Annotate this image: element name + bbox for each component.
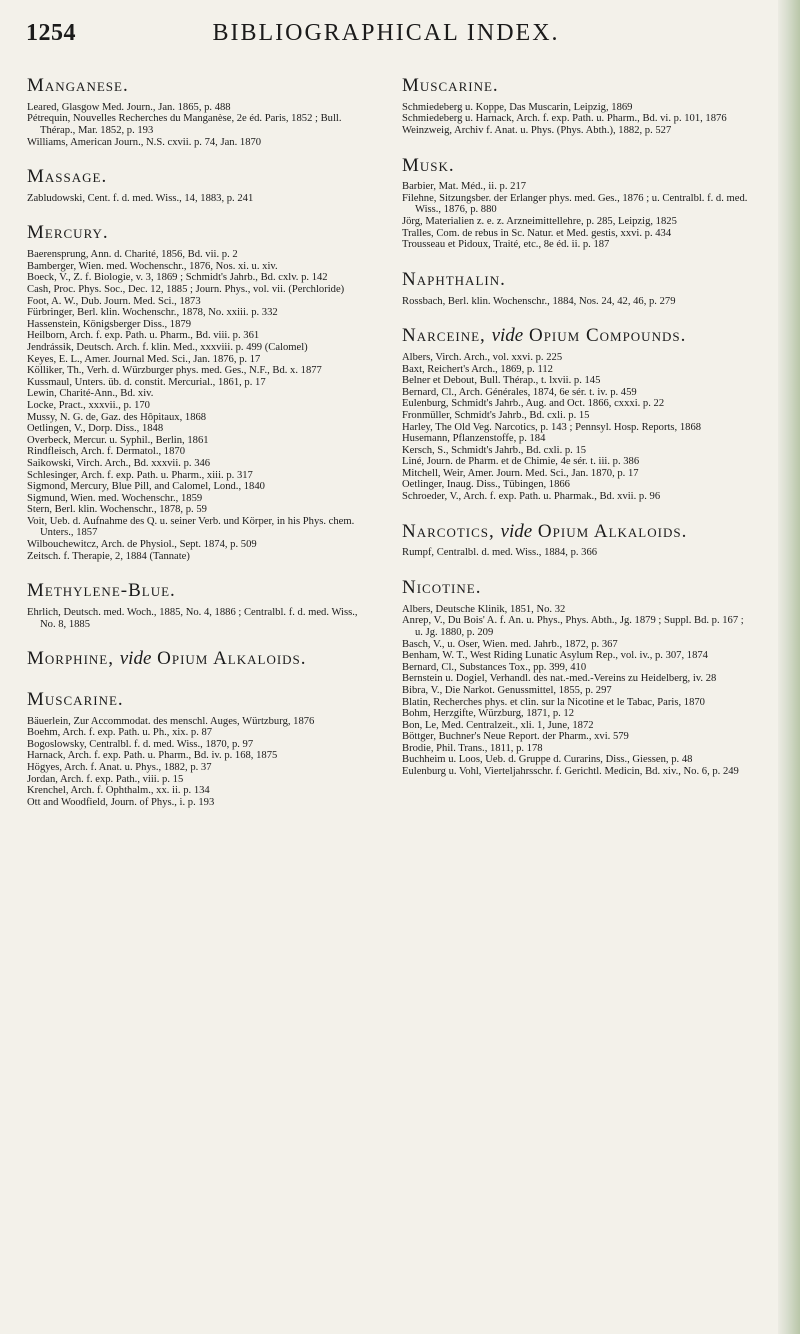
index-section (27, 647, 375, 671)
index-entry: Schmiedeberg u. Koppe, Das Muscarin, Leipzig, 1869 (402, 101, 633, 113)
index-section (402, 324, 750, 502)
index-entry: Buchheim u. Loos, Ueb. d. Gruppe d. Curarins, Diss., Giessen, p. 48 (402, 754, 693, 766)
index-entry: Cash, Proc. Phys. Soc., Dec. 12, 1885 ; Journ. Phys., vol. vii. (Perchloride) (27, 284, 345, 295)
index-entry: Barbier, Mat. Méd., ii. p. 217 (402, 181, 527, 193)
section-heading (27, 165, 375, 189)
index-entry: Hassenstein, Königsberger Diss., 1879 (27, 318, 191, 330)
index-entry: Belner et Debout, Bull. Thérap., t. lxvii. p. 145 (402, 375, 601, 387)
index-entry: Albers, Deutsche Klinik, 1851, No. 32 (402, 603, 566, 615)
index-entry: Mussy, N. G. de, Gaz. des Hôpitaux, 1868 (27, 411, 207, 423)
heading-text: Musk. (402, 154, 455, 176)
index-entry: Pétrequin, Nouvelles Recherches du Manganèse, 2e éd. Paris, 1852 ; Bull. Thérap., Mar. 1852, p. 193 (27, 113, 342, 136)
index-entry: Eulenburg u. Vohl, Vierteljahrsschr. f. Gerichtl. Medicin, Bd. xiv., No. 6, p. 249 (402, 766, 739, 778)
index-entry: Trousseau et Pidoux, Traité, etc., 8e éd. ii. p. 187 (402, 239, 610, 251)
index-entry: Bamberger, Wien. med. Wochenschr., 1876, Nos. xi. u. xiv. (27, 260, 278, 272)
index-entry: Kölliker, Th., Verh. d. Würzburger phys. med. Ges., N.F., Bd. x. 1877 (27, 365, 322, 377)
heading-text: Narceine, (402, 325, 486, 347)
section-heading (402, 154, 750, 178)
index-entry: Rindfleisch, Arch. f. Dermatol., 1870 (27, 446, 185, 458)
heading-text: Morphine, (27, 648, 114, 670)
index-section (27, 221, 375, 562)
index-entry: Overbeck, Mercur. u. Syphil., Berlin, 1861 (27, 434, 209, 446)
index-section (402, 154, 750, 251)
index-entry: Albers, Virch. Arch., vol. xxvi. p. 225 (402, 351, 563, 363)
index-section (27, 579, 375, 630)
index-entry: Jendrássik, Deutsch. Arch. f. klin. Med., xxxviii. p. 499 (Calomel) (27, 341, 308, 353)
index-entry: Oetlinger, Inaug. Diss., Tübingen, 1866 (402, 479, 570, 491)
index-entry: Zeitsch. f. Therapie, 2, 1884 (Tannate) (27, 550, 190, 562)
index-entry: Schroeder, V., Arch. f. exp. Path. u. Pharmak., Bd. xvii. p. 96 (402, 491, 661, 503)
heading-vide: vide (119, 648, 152, 670)
index-section (402, 576, 750, 778)
index-section (27, 688, 375, 809)
heading-text: Narcotics, (402, 520, 495, 542)
index-entry: Bibra, V., Die Narkot. Genussmittel, 1855, p. 297 (402, 684, 612, 696)
index-entry: Kussmaul, Unters. üb. d. constit. Mercurial., 1861, p. 17 (27, 376, 266, 388)
index-entry: Rumpf, Centralbl. d. med. Wiss., 1884, p. 366 (402, 547, 598, 559)
index-entry: Foot, A. W., Dub. Journ. Med. Sci., 1873 (27, 295, 201, 307)
heading-text: Manganese. (27, 75, 129, 96)
index-entry: Jörg, Materialien z. e. z. Arzneimittellehre, p. 285, Leipzig, 1825 (402, 216, 677, 228)
index-entry: Weinzweig, Archiv f. Anat. u. Phys. (Phys. Abth.), 1882, p. 527 (402, 124, 672, 136)
index-entry: Filehne, Sitzungsber. der Erlanger phys. med. Ges., 1876 ; u. Centralbl. f. d. med. Wiss., 1876, p. 880 (402, 192, 748, 216)
index-entry: Leared, Glasgow Med. Journ., Jan. 1865, p. 488 (27, 101, 231, 113)
section-heading (402, 576, 750, 600)
index-entry: Ehrlich, Deutsch. med. Woch., 1885, No. 4, 1886 ; Centralbl. f. d. med. Wiss., No. 8, 1885 (27, 607, 358, 630)
index-entry: Bon, Le, Med. Centralzeit., xli. 1, June, 1872 (402, 719, 594, 731)
index-section (27, 74, 375, 148)
section-heading (27, 647, 375, 671)
index-entry: Wilbouchewitcz, Arch. de Physiol., Sept. 1874, p. 509 (27, 539, 257, 551)
index-entry: Tralles, Com. de rebus in Sc. Natur. et Med. gestis, xxvi. p. 434 (402, 227, 672, 239)
index-entry: Sigmond, Mercury, Blue Pill, and Calomel, Lond., 1840 (27, 481, 265, 493)
index-entry: Boeck, V., Z. f. Biologie, v. 3, 1869 ; Schmidt's Jahrb., Bd. cxlv. p. 142 (27, 272, 328, 284)
index-entry: Högyes, Arch. f. Anat. u. Phys., 1882, p. 37 (27, 762, 212, 774)
index-entry: Harley, The Old Veg. Narcotics, p. 143 ; Pennsyl. Hosp. Reports, 1868 (402, 421, 702, 433)
index-entry: Lewin, Charité-Ann., Bd. xiv. (27, 388, 154, 400)
left-column (27, 74, 375, 825)
index-section (402, 268, 750, 307)
index-entry: Saikowski, Virch. Arch., Bd. xxxvii. p. 346 (27, 457, 211, 469)
page-edge (778, 0, 800, 1334)
heading-reference: Opium Compounds. (528, 325, 687, 347)
heading-text: Muscarine. (402, 75, 499, 96)
heading-text: Massage. (27, 166, 108, 188)
index-entry: Baerensprung, Ann. d. Charité, 1856, Bd. vii. p. 2 (27, 249, 238, 261)
index-entry: Heilborn, Arch. f. exp. Path. u. Pharm., Bd. viii. p. 361 (27, 330, 260, 342)
index-entry: Kersch, S., Schmidt's Jahrb., Bd. cxli. p. 15 (402, 444, 587, 456)
section-heading (27, 74, 375, 98)
index-entry: Husemann, Pflanzenstoffe, p. 184 (402, 433, 546, 445)
index-section (402, 74, 750, 137)
heading-vide: vide (491, 325, 524, 347)
heading-text: Mercury. (27, 222, 109, 244)
index-entry: Ott and Woodfield, Journ. of Phys., i. p. 193 (27, 796, 215, 808)
index-section (402, 520, 750, 559)
index-entry: Bernard, Cl., Substances Tox., pp. 399, 410 (402, 661, 587, 673)
index-entry: Locke, Pract., xxxvii., p. 170 (27, 399, 150, 411)
index-entry: Rossbach, Berl. klin. Wochenschr., 1884, Nos. 24, 42, 46, p. 279 (402, 295, 676, 307)
heading-reference: Opium Alkaloids. (157, 648, 307, 670)
index-section (27, 165, 375, 204)
section-heading (27, 688, 375, 712)
index-entry: Mitchell, Weir, Amer. Journ. Med. Sci., Jan. 1870, p. 17 (402, 467, 639, 479)
index-entry: Krenchel, Arch. f. Ophthalm., xx. ii. p. 134 (27, 785, 210, 797)
index-entry: Boehm, Arch. f. exp. Path. u. Ph., xix. p. 87 (27, 727, 213, 739)
index-entry: Jordan, Arch. f. exp. Path., viii. p. 15 (27, 773, 184, 785)
section-heading (402, 74, 750, 98)
index-entry: Williams, American Journ., N.S. cxvii. p. 74, Jan. 1870 (27, 136, 262, 148)
index-entry: Keyes, E. L., Amer. Journal Med. Sci., Jan. 1876, p. 17 (27, 353, 261, 365)
index-entry: Eulenburg, Schmidt's Jahrb., Aug. and Oct. 1866, cxxxi. p. 22 (402, 398, 665, 410)
section-heading (402, 520, 750, 544)
index-entry: Bäuerlein, Zur Accommodat. des menschl. Auges, Würtzburg, 1876 (27, 715, 315, 727)
index-entry: Brodie, Phil. Trans., 1811, p. 178 (402, 742, 543, 754)
index-entry: Stern, Berl. klin. Wochenschr., 1878, p. 59 (27, 504, 207, 516)
index-entry: Oetlingen, V., Dorp. Diss., 1848 (27, 423, 164, 435)
index-entry: Basch, V., u. Oser, Wien. med. Jahrb., 1872, p. 367 (402, 638, 618, 650)
index-entry: Anrep, V., Du Bois' A. f. An. u. Phys., Phys. Abth., Jg. 1879 ; Suppl. Bd. p. 167 ; u. Jg. 1880, p. 209 (402, 615, 744, 638)
index-entry: Schmiedeberg u. Harnack, Arch. f. exp. Path. u. Pharm., Bd. vi. p. 101, 1876 (402, 113, 727, 125)
right-column (402, 74, 750, 795)
page-header (26, 18, 746, 52)
index-entry: Böttger, Buchner's Neue Report. der Pharm., xvi. 579 (402, 731, 629, 743)
section-heading (27, 221, 375, 245)
heading-text: Naphthalin. (402, 268, 506, 290)
section-heading (402, 324, 750, 348)
section-heading (27, 579, 375, 603)
index-entry: Baxt, Reichert's Arch., 1869, p. 112 (402, 363, 553, 375)
page-number: 1254 (26, 20, 76, 46)
index-entry: Voit, Ueb. d. Aufnahme des Q. u. seiner Verb. und Körper, in his Phys. chem. Unters., 1857 (27, 515, 355, 539)
index-entry: Fronmüller, Schmidt's Jahrb., Bd. cxli. p. 15 (402, 409, 590, 421)
heading-reference: Opium Alkaloids. (537, 520, 688, 542)
index-entry: Harnack, Arch. f. exp. Path. u. Pharm., Bd. iv. p. 168, 1875 (27, 750, 278, 762)
section-heading (402, 268, 750, 292)
index-entry: Blatin, Recherches phys. et clin. sur la Nicotine et le Tabac, Paris, 1870 (402, 696, 705, 708)
index-entry: Liné, Journ. de Pharm. et de Chimie, 4e sér. t. iii. p. 386 (402, 456, 640, 468)
index-entry: Benham, W. T., West Riding Lunatic Asylum Rep., vol. iv., p. 307, 1874 (402, 650, 708, 662)
heading-text: Nicotine. (402, 577, 482, 598)
running-title: BIBLIOGRAPHICAL INDEX. (212, 20, 560, 46)
heading-text: Muscarine. (27, 688, 124, 710)
index-entry: Bernstein u. Dogiel, Verhandl. des nat.-med.-Vereins zu Heidelberg, iv. 28 (402, 673, 717, 685)
index-entry: Fürbringer, Berl. klin. Wochenschr., 1878, No. xxiii. p. 332 (27, 307, 278, 319)
index-entry: Schlesinger, Arch. f. exp. Path. u. Pharm., xiii. p. 317 (27, 469, 253, 481)
index-entry: Bernard, Cl., Arch. Générales, 1874, 6e sér. t. iv. p. 459 (402, 386, 637, 398)
heading-text: Methylene-Blue. (27, 580, 176, 602)
index-entry: Bohm, Herzgifte, Würzburg, 1871, p. 12 (402, 708, 575, 720)
index-entry: Bogoslowsky, Centralbl. f. d. med. Wiss., 1870, p. 97 (27, 738, 254, 750)
index-entry: Zabludowski, Cent. f. d. med. Wiss., 14, 1883, p. 241 (27, 192, 254, 204)
heading-vide: vide (500, 520, 533, 542)
index-entry: Sigmund, Wien. med. Wochenschr., 1859 (27, 492, 203, 504)
